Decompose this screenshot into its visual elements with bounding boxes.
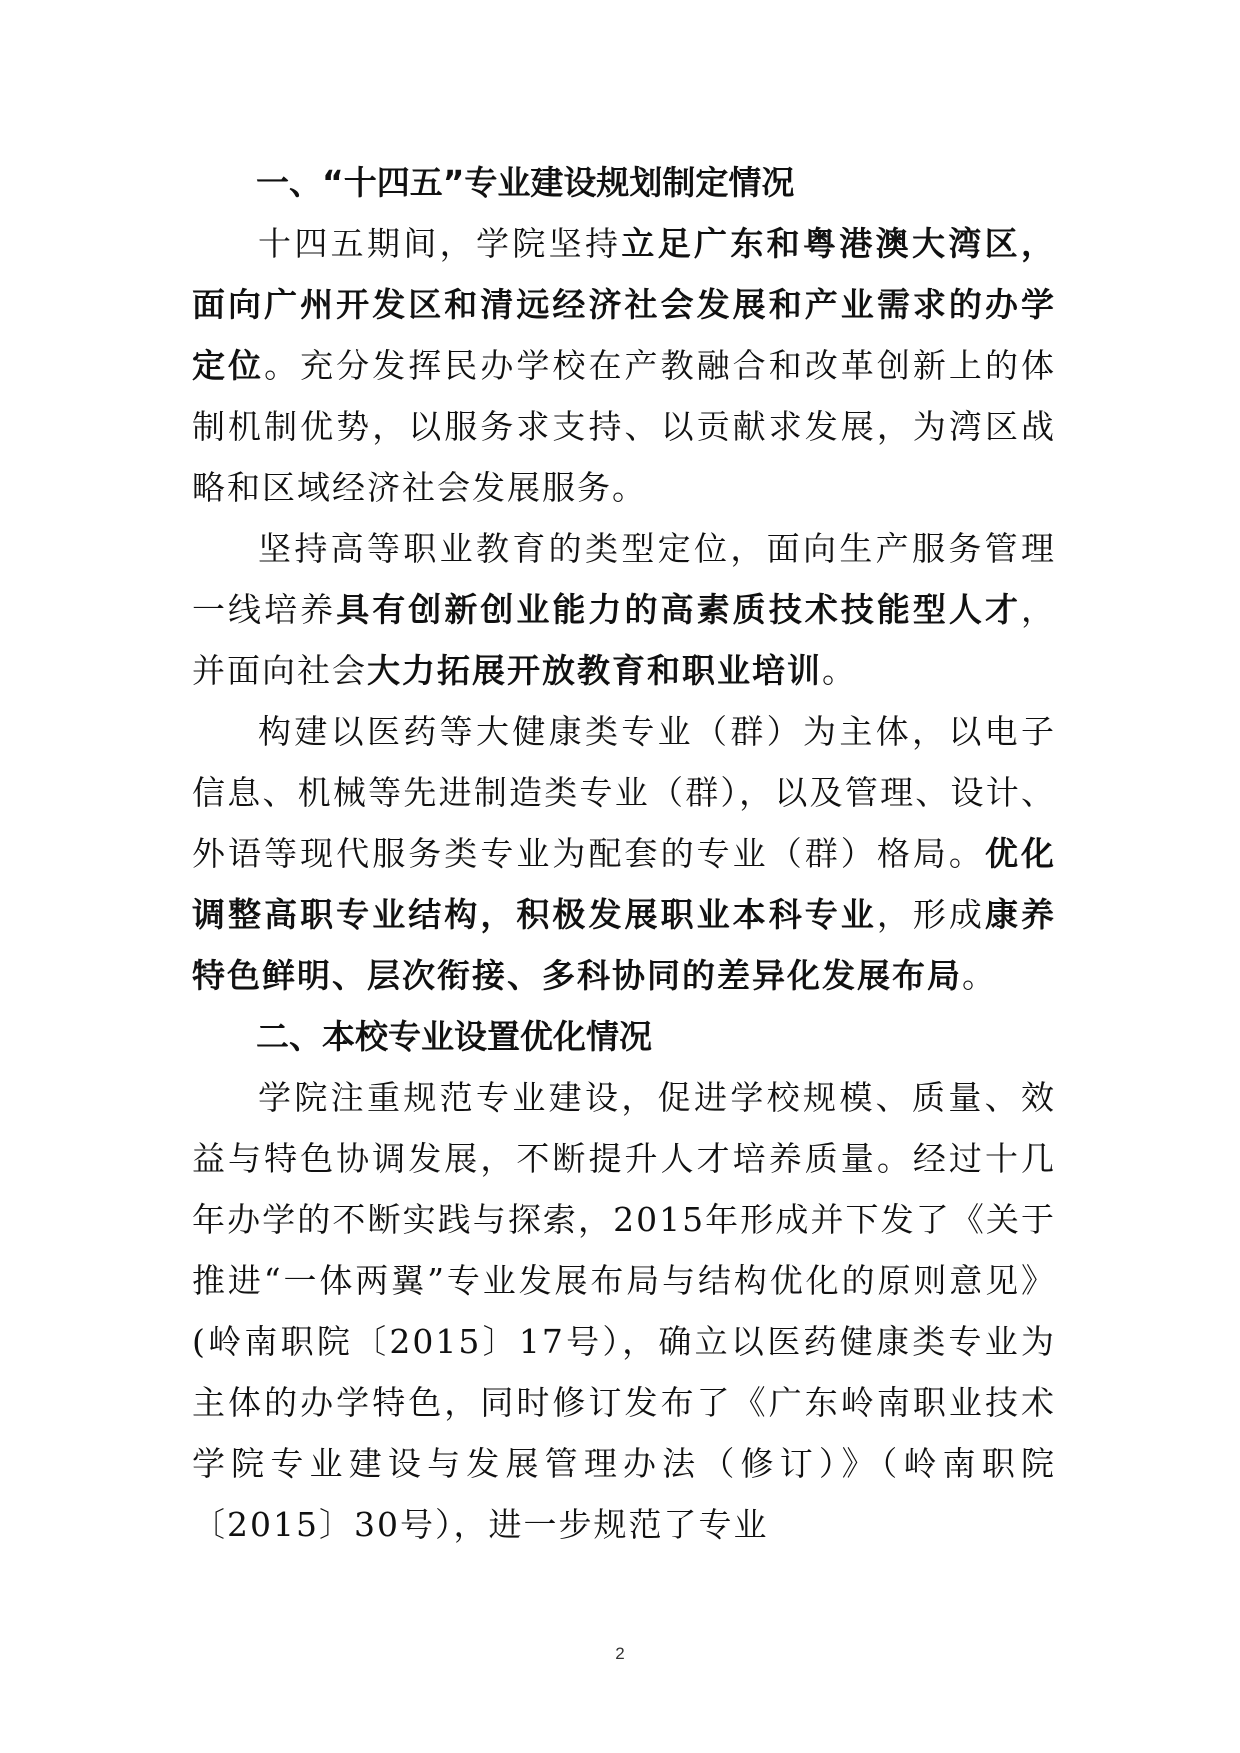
text-run: 。 — [962, 956, 997, 995]
bold-text-run: 大力拓展开放教育和职业培训 — [367, 651, 822, 690]
bold-text-run: 优化调整高职专业结构，积极发展职业本科专业 — [192, 834, 1057, 934]
bold-text-run: 康养特色鲜明、层次衔接、多科协同的差异化发展布局 — [192, 895, 1057, 995]
text-run: 。 — [822, 651, 857, 690]
page-number: 2 — [615, 1644, 625, 1663]
section-heading-2: 二、本校专业设置优化情况 — [256, 1017, 652, 1056]
text-run: 。充分发挥民办学校在产教融合和改革创新上的体制机制优势，以服务求支持、以贡献求发展，为湾区战略和区域经济社会发展服务。 — [192, 346, 1057, 507]
text-run: ，形成 — [876, 895, 985, 934]
text-run: 坚持高等职业教育的类型定位，面向生产服务管理一线培养 — [192, 529, 1056, 629]
document-body — [192, 152, 1056, 1555]
text-run: 构建以医药等大健康类专业（群）为主体，以电子信息、机械等先进制造类专业（群），以及管理、设计、外语等现代服务类专业为配套的专业（群）格局。 — [192, 712, 1056, 873]
section-heading-1: 一、“十四五”专业建设规划制定情况 — [256, 163, 795, 202]
paragraph-1-1 — [192, 213, 1056, 518]
paragraph-2-1: 学院注重规范专业建设，促进学校规模、质量、效益与特色协调发展，不断提升人才培养质量。经过十几年办学的不断实践与探索，2015年形成并下发了《关于推进“一体两翼”专业发展布局与结构优化的原则意见》(岭南职院〔2015〕17号），确立以医药健康类专业为主体的办学特色，同时修订发布了《广东岭南职业技术学院专业建设与发展管理办法（修订）》（岭南职院〔2015〕30号），进一步规范了专业 — [192, 1078, 1056, 1544]
paragraph-1-3 — [192, 701, 1056, 1006]
bold-text-run: 具有创新创业能力的高素质技术技能型人才 — [336, 590, 1022, 629]
text-run: ，并面向社会 — [192, 590, 1057, 690]
bold-text-run: 立足广东和粤港澳大湾区，面向广州开发区和清远经济社会发展和产业需求的办学定位 — [192, 224, 1057, 385]
paragraph-1-2 — [192, 518, 1056, 701]
text-run: 十四五期间，学院坚持 — [258, 224, 622, 263]
